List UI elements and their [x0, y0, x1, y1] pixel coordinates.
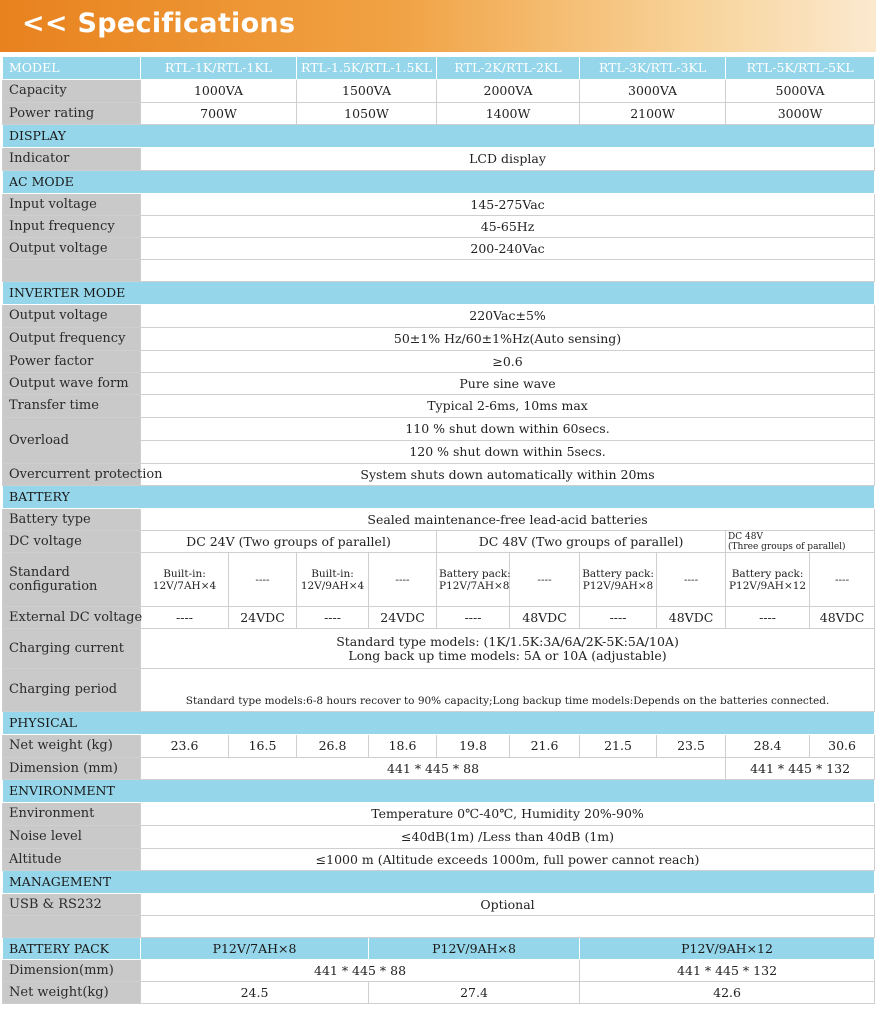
battery-type-value: Sealed maintenance-free lead-acid batteries [141, 509, 875, 531]
environment-label: Environment [3, 803, 141, 826]
empty-value [141, 916, 875, 938]
charging-current-row [3, 629, 875, 669]
transfer-time-value: Typical 2-6ms, 10ms max [141, 395, 875, 418]
charging-current-line-1: Standard type models: (1K/1.5K:3A/6A/2K-5K:5A/10A) [336, 633, 679, 649]
inv-output-voltage-row [3, 305, 875, 328]
external-dc-value: ---- [141, 607, 229, 629]
wave-form-row [3, 373, 875, 395]
battery-pack-dimension-b: 441 * 445 * 132 [580, 960, 875, 982]
model-name: RTL-2K/RTL-2KL [437, 57, 580, 80]
capacity-label: Capacity [3, 80, 141, 103]
std-config-label-line-2: configuration [9, 578, 98, 594]
model-name: RTL-3K/RTL-3KL [580, 57, 726, 80]
environment-row [3, 803, 875, 826]
config-cell [580, 553, 657, 607]
standard-configuration-row [3, 553, 875, 607]
external-dc-value: 24VDC [229, 607, 297, 629]
altitude-value: ≤1000 m (Altitude exceeds 1000m, full power cannot reach) [141, 849, 875, 871]
battery-pack-dimension-row [3, 960, 875, 982]
config-line-1: ---- [255, 573, 270, 586]
section-battery-pack [3, 938, 875, 960]
net-weight-value: 21.5 [580, 735, 657, 758]
section-title: DISPLAY [3, 125, 875, 148]
dc-48-three-line-2: (Three groups of parallel) [728, 541, 846, 552]
battery-pack-weight-value: 27.4 [369, 982, 580, 1004]
net-weight-label: Net weight (kg) [3, 735, 141, 758]
capacity-value: 2000VA [437, 80, 580, 103]
battery-pack-dimension-a: 441 * 445 * 88 [141, 960, 580, 982]
output-voltage-label: Output voltage [3, 305, 141, 328]
net-weight-value: 18.6 [369, 735, 437, 758]
charging-period-label: Charging period [3, 669, 141, 712]
transfer-time-label: Transfer time [3, 395, 141, 418]
overload-value-1: 110 % shut down within 60secs. [141, 418, 875, 441]
input-frequency-value: 45-65Hz [141, 216, 875, 238]
model-label: MODEL [3, 57, 141, 80]
charging-current-value [141, 629, 875, 669]
section-management [3, 871, 875, 894]
external-dc-row [3, 607, 875, 629]
external-dc-value: ---- [297, 607, 369, 629]
battery-pack-dimension-label: Dimension(mm) [3, 960, 141, 982]
section-battery [3, 486, 875, 509]
power-rating-value: 1400W [437, 103, 580, 125]
section-title: BATTERY [3, 486, 875, 509]
ac-input-frequency-row [3, 216, 875, 238]
capacity-value: 3000VA [580, 80, 726, 103]
power-rating-value: 700W [141, 103, 297, 125]
external-dc-value: ---- [726, 607, 810, 629]
std-config-label-line-1: Standard [9, 564, 70, 580]
net-weight-value: 23.6 [141, 735, 229, 758]
overload-row-1 [3, 418, 875, 441]
config-cell [810, 553, 875, 607]
dc-voltage-label: DC voltage [3, 531, 141, 553]
external-dc-value: 48VDC [510, 607, 580, 629]
external-dc-value: 24VDC [369, 607, 437, 629]
config-line-1: Built-in: [311, 567, 354, 580]
charging-period-row [3, 669, 875, 712]
input-voltage-label: Input voltage [3, 194, 141, 216]
external-dc-label: External DC voltage [3, 607, 141, 629]
inv-output-frequency-row [3, 328, 875, 351]
config-line-1: ---- [834, 573, 850, 586]
indicator-row [3, 148, 875, 171]
config-line-1: ---- [683, 573, 699, 586]
indicator-label: Indicator [3, 148, 141, 171]
config-cell [437, 553, 510, 607]
section-title: BATTERY PACK [3, 938, 141, 960]
dc-voltage-48-three [726, 531, 875, 553]
power-factor-row [3, 351, 875, 373]
environment-value: Temperature 0℃-40℃, Humidity 20%-90% [141, 803, 875, 826]
model-name: RTL-1K/RTL-1KL [141, 57, 297, 80]
capacity-value: 1000VA [141, 80, 297, 103]
altitude-label: Altitude [3, 849, 141, 871]
overcurrent-row [3, 464, 875, 486]
config-line-1: Battery pack: [439, 567, 511, 580]
external-dc-value: 48VDC [657, 607, 726, 629]
net-weight-value: 16.5 [229, 735, 297, 758]
section-ac-mode [3, 171, 875, 194]
config-line-2: P12V/9AH×8 [582, 579, 654, 592]
capacity-row [3, 80, 875, 103]
section-title: AC MODE [3, 171, 875, 194]
empty-label [3, 916, 141, 938]
overcurrent-label: Overcurrent protection [3, 464, 141, 486]
config-cell [657, 553, 726, 607]
capacity-value: 1500VA [297, 80, 437, 103]
model-name: RTL-5K/RTL-5KL [726, 57, 875, 80]
config-line-1: Battery pack: [582, 567, 654, 580]
noise-value: ≤40dB(1m) /Less than 40dB (1m) [141, 826, 875, 849]
config-cell [297, 553, 369, 607]
dc-voltage-24: DC 24V (Two groups of parallel) [141, 531, 437, 553]
config-line-1: Battery pack: [731, 567, 804, 580]
battery-type-label: Battery type [3, 509, 141, 531]
charging-current-line-2: Long back up time models: 5A or 10A (adjustable) [348, 647, 667, 663]
net-weight-value: 21.6 [510, 735, 580, 758]
dc-voltage-48: DC 48V (Two groups of parallel) [437, 531, 726, 553]
external-dc-value: ---- [580, 607, 657, 629]
section-title: INVERTER MODE [3, 282, 875, 305]
config-line-1: ---- [395, 573, 410, 586]
section-title: MANAGEMENT [3, 871, 875, 894]
dc-voltage-row [3, 531, 875, 553]
config-line-2: 12V/7AH×4 [152, 579, 217, 592]
power-rating-label: Power rating [3, 103, 141, 125]
usb-row [3, 894, 875, 916]
battery-pack-weight-label: Net weight(kg) [3, 982, 141, 1004]
empty-label [3, 260, 141, 282]
section-inverter-mode [3, 282, 875, 305]
input-voltage-value: 145-275Vac [141, 194, 875, 216]
config-line-1: ---- [537, 573, 552, 586]
page-title: << Specifications [22, 8, 296, 39]
standard-configuration-label [3, 553, 141, 607]
output-voltage-label: Output voltage [3, 238, 141, 260]
battery-pack-weight-value: 24.5 [141, 982, 369, 1004]
section-title: PHYSICAL [3, 712, 875, 735]
power-rating-value: 1050W [297, 103, 437, 125]
section-environment [3, 780, 875, 803]
config-cell [229, 553, 297, 607]
battery-pack-model: P12V/7AH×8 [141, 938, 369, 960]
ac-output-voltage-row [3, 238, 875, 260]
input-frequency-label: Input frequency [3, 216, 141, 238]
section-physical [3, 712, 875, 735]
wave-form-value: Pure sine wave [141, 373, 875, 395]
noise-row [3, 826, 875, 849]
config-cell [510, 553, 580, 607]
net-weight-value: 23.5 [657, 735, 726, 758]
battery-type-row [3, 509, 875, 531]
config-cell [726, 553, 810, 607]
ac-input-voltage-row [3, 194, 875, 216]
charging-current-label: Charging current [3, 629, 141, 669]
overload-label: Overload [3, 418, 141, 464]
external-dc-value: ---- [437, 607, 510, 629]
config-line-2: 12V/9AH×4 [300, 579, 365, 592]
model-row [3, 57, 875, 80]
battery-pack-model: P12V/9AH×12 [580, 938, 875, 960]
overload-value-2: 120 % shut down within 5secs. [141, 441, 875, 464]
empty-value [141, 260, 875, 282]
section-display [3, 125, 875, 148]
config-cell [369, 553, 437, 607]
output-voltage-value: 200-240Vac [141, 238, 875, 260]
transfer-time-row [3, 395, 875, 418]
model-name: RTL-1.5K/RTL-1.5KL [297, 57, 437, 80]
battery-pack-weight-row [3, 982, 875, 1004]
dc-48-three-line-1: DC 48V [728, 531, 763, 542]
net-weight-value: 26.8 [297, 735, 369, 758]
external-dc-value: 48VDC [810, 607, 875, 629]
specifications-table [2, 56, 875, 1004]
output-voltage-value: 220Vac±5% [141, 305, 875, 328]
wave-form-label: Output wave form [3, 373, 141, 395]
output-frequency-value: 50±1% Hz/60±1%Hz(Auto sensing) [141, 328, 875, 351]
net-weight-row [3, 735, 875, 758]
section-title: ENVIRONMENT [3, 780, 875, 803]
battery-pack-weight-value: 42.6 [580, 982, 875, 1004]
net-weight-value: 19.8 [437, 735, 510, 758]
output-frequency-label: Output frequency [3, 328, 141, 351]
power-rating-value: 2100W [580, 103, 726, 125]
net-weight-value: 30.6 [810, 735, 875, 758]
capacity-value: 5000VA [726, 80, 875, 103]
power-rating-row [3, 103, 875, 125]
indicator-value: LCD display [141, 148, 875, 171]
config-line-2: P12V/9AH×12 [728, 579, 807, 592]
config-line-2: P12V/7AH×8 [439, 579, 510, 592]
config-line-1: Built-in: [163, 567, 206, 580]
power-factor-value: ≥0.6 [141, 351, 875, 373]
altitude-row [3, 849, 875, 871]
management-empty-row [3, 916, 875, 938]
dimension-value-a: 441 * 445 * 88 [141, 758, 726, 780]
usb-value: Optional [141, 894, 875, 916]
usb-label: USB & RS232 [3, 894, 141, 916]
dimension-value-b: 441 * 445 * 132 [726, 758, 875, 780]
power-rating-value: 3000W [726, 103, 875, 125]
specifications-banner [0, 0, 876, 52]
battery-pack-model: P12V/9AH×8 [369, 938, 580, 960]
charging-period-value: Standard type models:6-8 hours recover to 90% capacity;Long backup time models:Depends on the batteries connected. [141, 669, 875, 712]
noise-label: Noise level [3, 826, 141, 849]
config-cell [141, 553, 229, 607]
overcurrent-value: System shuts down automatically within 20ms [141, 464, 875, 486]
ac-empty-row [3, 260, 875, 282]
net-weight-value: 28.4 [726, 735, 810, 758]
dimension-row [3, 758, 875, 780]
power-factor-label: Power factor [3, 351, 141, 373]
dimension-label: Dimension (mm) [3, 758, 141, 780]
